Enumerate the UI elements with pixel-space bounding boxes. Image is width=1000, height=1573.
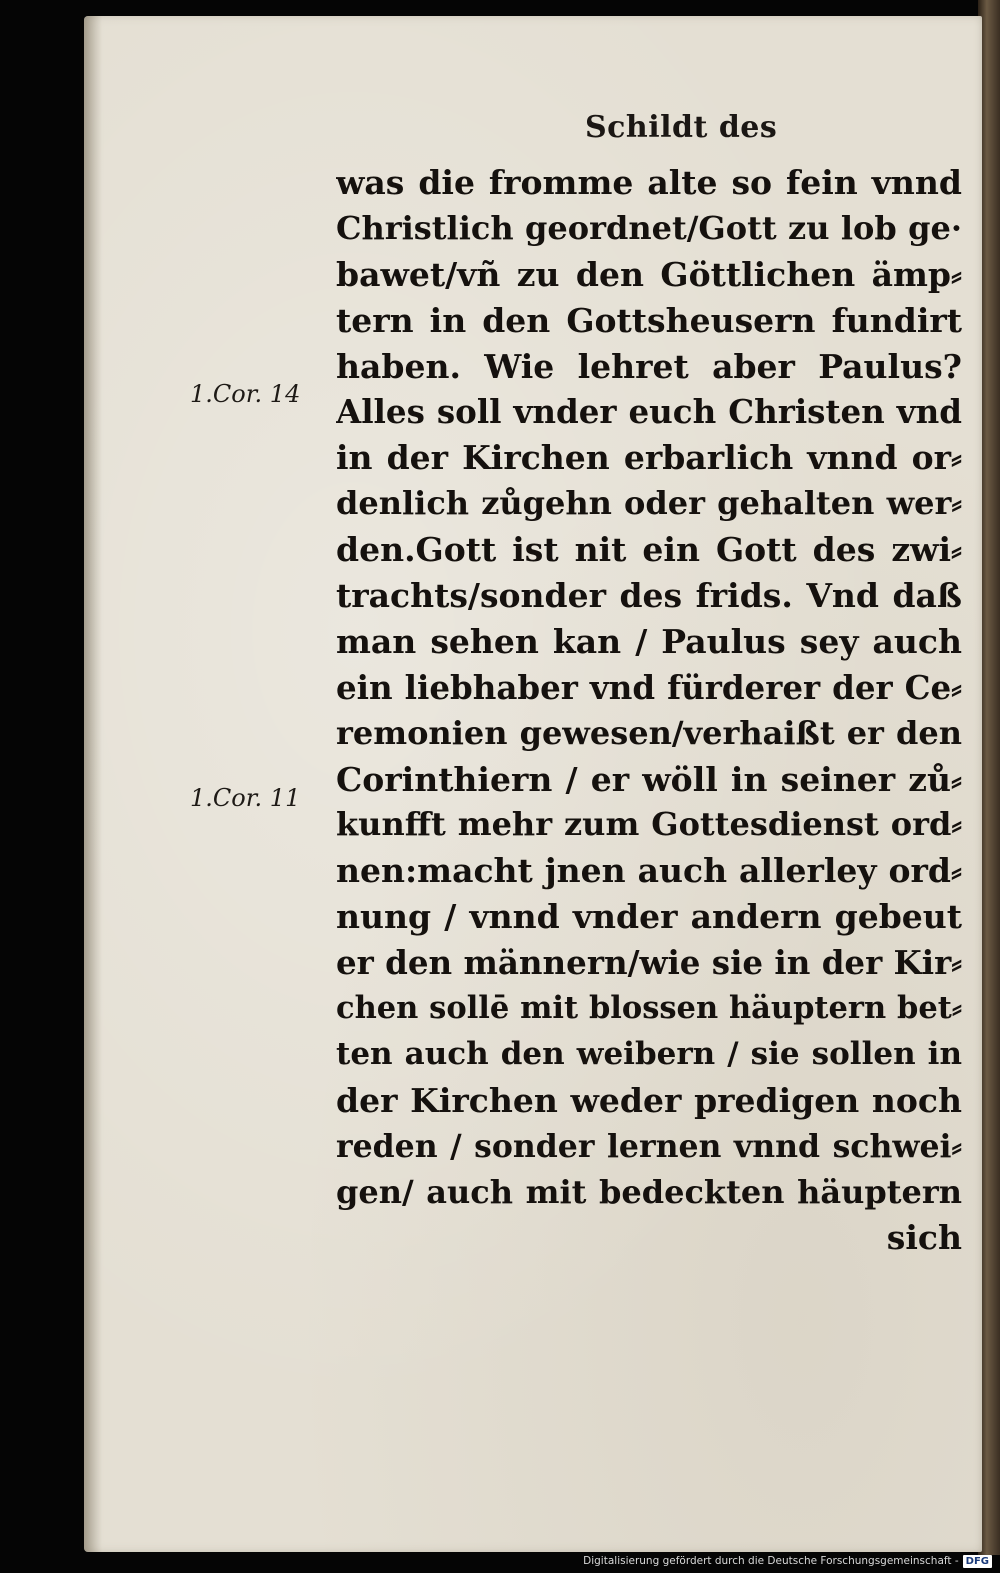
text-line: nung / vnnd vnder andern gebeut — [336, 897, 962, 937]
marginal-note: 1.Cor. 14 — [190, 380, 301, 408]
dfg-logo-icon: DFG — [963, 1555, 992, 1568]
running-head: Schildt des — [585, 110, 778, 145]
text-line: trachts/sonder des frids. Vnd daß — [336, 576, 962, 616]
page-gutter-shadow — [84, 16, 102, 1552]
text-line: remonien gewesen/verhaißt er den — [336, 713, 962, 752]
text-line: in der Kirchen erbarlich vnnd or⸗ — [336, 438, 962, 478]
text-line: was die fromme alte so fein vnnd — [336, 163, 962, 202]
text-line: kunfft mehr zum Gottesdienst ord⸗ — [336, 805, 962, 844]
body-text — [336, 160, 962, 1261]
text-line: haben. Wie lehret aber Paulus? — [336, 346, 962, 386]
text-line: Corinthiern / er wöll in seiner zů⸗ — [336, 759, 962, 799]
text-line: gen/ auch mit bedeckten häuptern — [336, 1172, 962, 1211]
text-line: Christlich geordnet/Gott zu lob ge· — [336, 208, 962, 247]
text-line: ten auch den weibern / sie sollen in — [336, 1035, 962, 1072]
text-line: ein liebhaber vnd fürderer der Ce⸗ — [336, 667, 962, 707]
text-line: den.Gott ist nit ein Gott des zwi⸗ — [336, 530, 962, 570]
digitization-footer — [583, 1553, 992, 1569]
marginal-note: 1.Cor. 11 — [190, 784, 301, 812]
text-line: denlich zůgehn oder gehalten wer⸗ — [336, 484, 962, 523]
text-line: chen sollē mit blossen häuptern bet⸗ — [336, 990, 962, 1027]
text-line: nen:macht jnen auch allerley ord⸗ — [336, 851, 962, 891]
text-line: Alles soll vnder euch Christen vnd — [336, 392, 962, 432]
text-line: der Kirchen weder predigen noch — [336, 1080, 962, 1120]
text-line: bawet/vñ zu den Göttlichen ämp⸗ — [336, 254, 962, 294]
text-line: reden / sonder lernen vnnd schwei⸗ — [336, 1127, 962, 1165]
footer-credit: Digitalisierung gefördert durch die Deutsche Forschungsgemeinschaft - — [583, 1555, 959, 1567]
text-line: tern in den Gottsheusern fundirt — [336, 300, 962, 340]
text-line: er den männern/wie sie in der Kir⸗ — [336, 943, 962, 983]
catchword: sich — [886, 1218, 962, 1258]
text-line: man sehen kan / Paulus sey auch — [336, 621, 962, 661]
